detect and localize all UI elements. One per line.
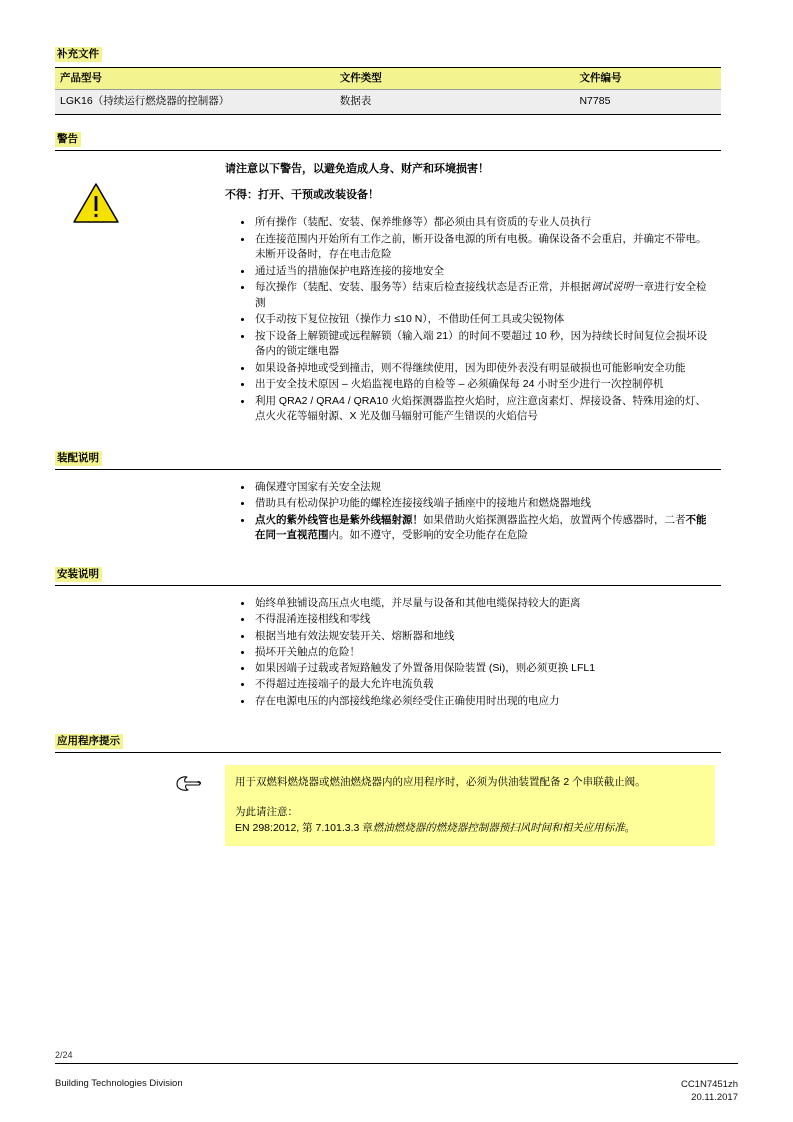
list-item: 利用 QRA2 / QRA4 / QRA10 火焰探测器监控火焰时，应注意卤素灯、焊接设备、特殊用途的灯、点火火花等辐射源、X 光及伽马辐射可能产生错误的火焰信号 (241, 394, 715, 425)
list-item-continuation: 如果因端子过载或者短路触发了外置备用保险装置 (Si)，则必须更换 LFL1 (241, 661, 715, 677)
list-item: 存在电源电压的内部接线绝缘必须经受住正确使用时出现的电应力 (241, 694, 715, 710)
assembly-divider (55, 469, 721, 470)
cell-document-type: 数据表 (335, 90, 575, 115)
warning-icon-cell (55, 161, 225, 223)
hint-icon-cell (55, 765, 225, 795)
table-header-row (55, 68, 721, 90)
warning-lead-1: 请注意以下警告，以避免造成人身、财产和环境损害！ (225, 163, 489, 175)
cell-document-number: N7785 (574, 90, 721, 115)
table-row (55, 90, 721, 115)
installation-text-area (225, 596, 721, 710)
warning-lead-2: 不得：打开、干预或改装设备！ (225, 189, 379, 201)
supplementary-section (55, 44, 721, 115)
assembly-text-area (225, 480, 721, 544)
installation-heading-wrap (55, 564, 721, 582)
supplementary-heading-wrap (55, 44, 721, 62)
list-item: 点火的紫外线管也是紫外线辐射源！如果借助火焰探测器监控火焰，放置两个传感器时，二者不能在同一直视范围内。如不遵守，受影响的安全功能存在危险 (241, 513, 715, 544)
supplementary-heading: 补充文件 (55, 47, 102, 62)
warning-body (55, 161, 721, 426)
installation-divider (55, 585, 721, 586)
assembly-heading-wrap (55, 448, 721, 466)
list-item: 不得混淆连接相线和零线 (241, 612, 715, 628)
page-footer (55, 1050, 738, 1104)
warning-triangle-icon (73, 183, 119, 223)
product-info-table (55, 67, 721, 115)
application-hint-box (225, 765, 715, 846)
warning-heading: 警告 (55, 132, 81, 147)
hint-paragraph-1: 用于双燃料燃烧器或燃油燃烧器内的应用程序时，必须为供油装置配备 2 个串联截止阀。 (235, 776, 646, 788)
warning-heading-wrap (55, 129, 721, 147)
warning-section (55, 129, 721, 426)
application-heading: 应用程序提示 (55, 734, 123, 749)
footer-doc-code: CC1N7451zh (680, 1079, 738, 1090)
list-item: 仅手动按下复位按钮（操作力 ≤10 N），不借助任何工具或尖锐物体 (241, 312, 715, 328)
cell-product-type: LGK16（持续运行燃烧器的控制器） (55, 90, 335, 115)
list-item: 在连接范围内开始所有工作之前，断开设备电源的所有电极。确保设备不会重启，并确定不带电。 未断开设备时，存在电击危险 (241, 232, 715, 263)
list-item: 始终单独铺设高压点火电缆，并尽量与设备和其他电缆保持较大的距离 (241, 596, 715, 612)
header-document-type: 文件类型 (335, 68, 575, 90)
footer-date: 20.11.2017 (691, 1092, 738, 1103)
assembly-list (225, 480, 715, 544)
installation-list (225, 596, 715, 710)
installation-section (55, 564, 721, 710)
list-item: 如果设备掉地或受到撞击，则不得继续使用，因为即使外表没有明显破损也可能影响安全功能 (241, 361, 715, 377)
list-item: 根据当地有效法规安装开关、熔断器和地线 (241, 629, 715, 645)
assembly-heading: 装配说明 (55, 451, 102, 466)
list-item: 出于安全技术原因 – 火焰监视电路的自检等 – 必须确保每 24 小时至少进行一次控制停机 (241, 377, 715, 393)
list-item: 不得超过连接端子的最大允许电流负载 (241, 677, 715, 693)
page-number: 2/24 (55, 1050, 738, 1064)
list-item: 按下设备上解锁键或远程解锁（输入端 21）的时间不要超过 10 秒，因为持续长时间复位会损坏设备内的锁定继电器 (241, 329, 715, 360)
list-item: 确保遵守国家有关安全法规 (241, 480, 715, 496)
footer-division: Building Technologies Division (55, 1078, 183, 1089)
application-divider (55, 752, 721, 753)
list-item: 损坏开关触点的危险！ (241, 645, 715, 661)
hint-paragraph-2-label: 为此请注意： (235, 806, 298, 818)
installation-heading: 安装说明 (55, 567, 102, 582)
list-item: 每次操作（装配、安装、服务等）结束后检查接线状态是否正常，并根据调试说明一章进行安全检测 (241, 280, 715, 311)
assembly-section (55, 448, 721, 544)
list-item: 通过适当的措施保护电路连接的接地安全 (241, 264, 715, 280)
list-item: 所有操作（装配、安装、保养维修等）都必须由具有资质的专业人员执行 (241, 215, 715, 231)
pointing-hand-icon (173, 773, 225, 795)
footer-row (55, 1078, 738, 1104)
footer-meta (681, 1078, 738, 1104)
application-hint-row (55, 765, 721, 846)
hint-paragraph-2: EN 298:2012, 第 7.101.3.3 章燃油燃烧器的燃烧器控制器预扫风时间和相关应用标准。 (235, 822, 636, 834)
header-product-type: 产品型号 (55, 68, 335, 90)
list-item: 借助具有松动保护功能的螺栓连接接线端子插座中的接地片和燃烧器地线 (241, 496, 715, 512)
page-content (55, 44, 721, 846)
application-heading-wrap (55, 731, 721, 749)
header-document-number: 文件编号 (574, 68, 721, 90)
warning-text-area (225, 161, 721, 426)
application-section (55, 731, 721, 846)
warning-list (225, 215, 715, 425)
warning-divider (55, 150, 721, 151)
